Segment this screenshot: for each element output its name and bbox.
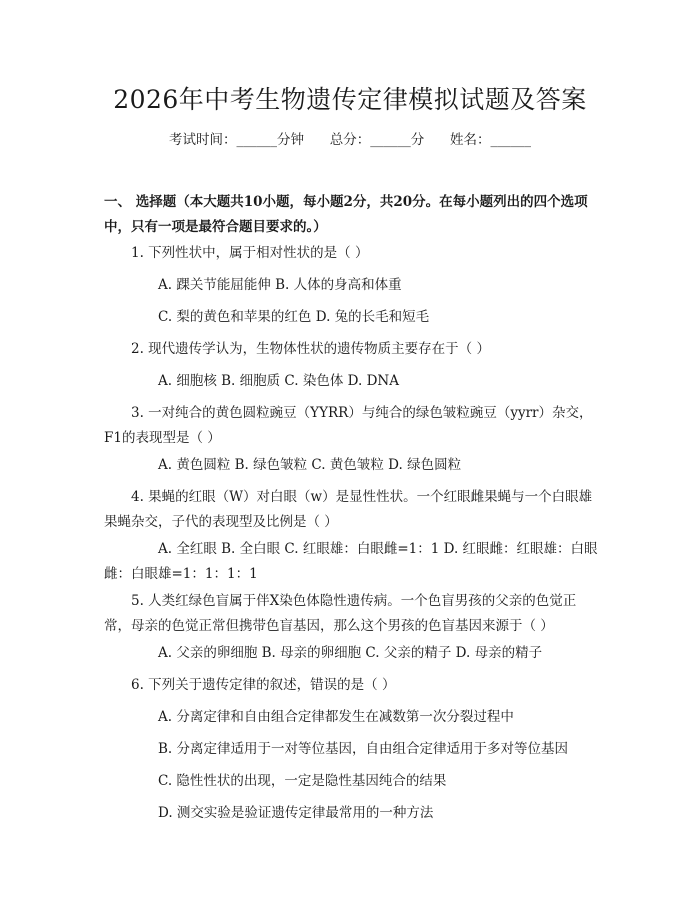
question-1-options-row-2: C. 梨的黄色和苹果的红色 D. 兔的长毛和短毛 <box>158 309 430 325</box>
section-heading: 一、 选择题（本大题共10小题，每小题2分，共20分。在每小题列出的四个选项中，只有一项是最符合题目要求的。） <box>104 194 588 235</box>
exam-info-line: 考试时间：______分钟 总分：______分 姓名：______ <box>169 132 531 148</box>
question-4-options: A. 全红眼 B. 全白眼 C. 红眼雄：白眼雌=1：1 D. 红眼雌：红眼雄：白眼雌：白眼雄=1：1：1：1 <box>104 541 598 582</box>
question-3-options: A. 黄色圆粒 B. 绿色皱粒 C. 黄色皱粒 D. 绿色圆粒 <box>158 457 462 473</box>
question-2-options: A. 细胞核 B. 细胞质 C. 染色体 D. DNA <box>158 373 399 389</box>
page-title: 2026年中考生物遗传定律模拟试题及答案 <box>113 85 587 114</box>
question-6-option-d: D. 测交实验是验证遗传定律最常用的一种方法 <box>158 805 434 821</box>
question-4-stem: 4. 果蝇的红眼（W）对白眼（w）是显性性状。一个红眼雌果蝇与一个白眼雄果蝇杂交，子代的表现型及比例是（ ） <box>104 489 593 530</box>
question-6-option-c: C. 隐性性状的出现，一定是隐性基因纯合的结果 <box>158 773 447 789</box>
question-6-option-b: B. 分离定律适用于一对等位基因，自由组合定律适用于多对等位基因 <box>158 741 569 757</box>
question-6-stem: 6. 下列关于遗传定律的叙述，错误的是（ ） <box>131 677 396 693</box>
question-1-stem: 1. 下列性状中，属于相对性状的是（ ） <box>131 245 369 261</box>
question-3-stem: 3. 一对纯合的黄色圆粒豌豆（YYRR）与纯合的绿色皱粒豌豆（yyrr）杂交，F1的表现型是（ ） <box>104 405 593 446</box>
question-2-stem: 2. 现代遗传学认为，生物体性状的遗传物质主要存在于（ ） <box>131 341 490 357</box>
question-1-options-row-1: A. 踝关节能屈能伸 B. 人体的身高和体重 <box>158 277 402 293</box>
question-6-option-a: A. 分离定律和自由组合定律都发生在减数第一次分裂过程中 <box>158 709 514 725</box>
question-5-stem: 5. 人类红绿色盲属于伴X染色体隐性遗传病。一个色盲男孩的父亲的色觉正常，母亲的色觉正常但携带色盲基因，那么这个男孩的色盲基因来源于（ ） <box>104 593 577 634</box>
question-5-options: A. 父亲的卵细胞 B. 母亲的卵细胞 C. 父亲的精子 D. 母亲的精子 <box>158 645 543 661</box>
